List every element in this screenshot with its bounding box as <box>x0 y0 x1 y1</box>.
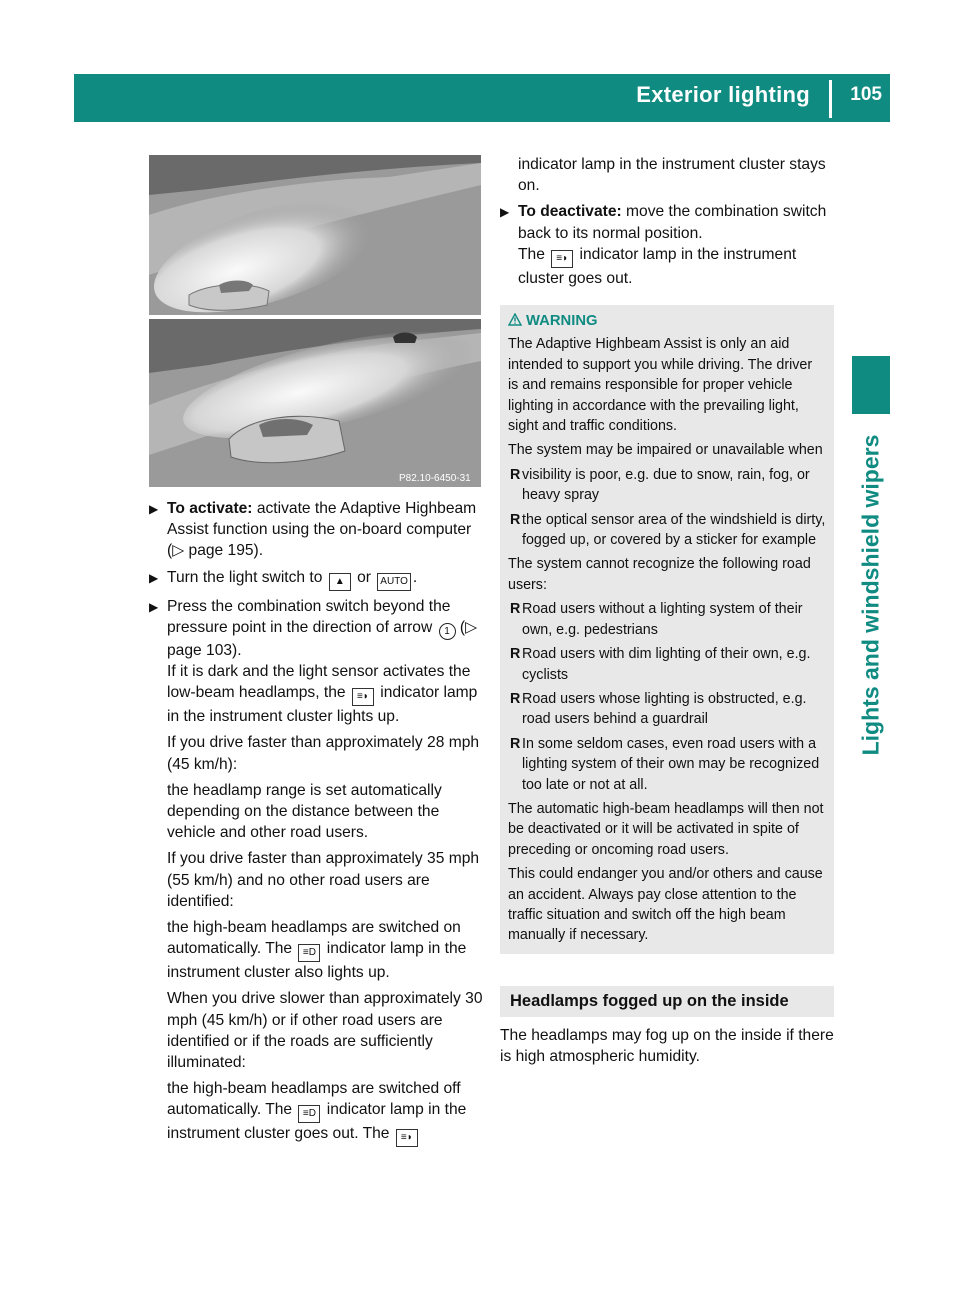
list-item: R the optical sensor area of the windshield is dirty, fogged up, or covered by a sticker for example <box>510 511 826 549</box>
step-arrow-icon: ▶ <box>149 502 159 516</box>
step-arrow-icon: ▶ <box>500 205 510 220</box>
side-tab-label: Lights and windshield wipers <box>857 434 884 756</box>
adaptive-highbeam-indicator-icon: ≡◗ <box>551 250 573 268</box>
list-item: R In some seldom cases, even road users with a lighting system of their own may be recognized too late or not at all. <box>510 735 820 793</box>
illustration-code: P82.10-6450-31 <box>399 473 471 484</box>
low-beam-switch-icon: ▲ <box>329 573 351 591</box>
para-range: the headlamp range is set automatically depending on the distance between the vehicle and other road users. <box>167 781 442 842</box>
warning-triangle-icon <box>508 313 522 326</box>
section-heading: Headlamps fogged up on the inside <box>500 986 834 1017</box>
para-highbeam-on: the high-beam headlamps are switched on automatically. The ≡D indicator lamp in the instrument cluster also lights up. <box>167 919 467 982</box>
section-text: The headlamps may fog up on the inside if there is high atmospheric humidity. <box>500 1027 834 1066</box>
warning-p1: The Adaptive Highbeam Assist is only an aid intended to support you while driving. The driver is and remains responsible for proper vehicle lighting in accordance with the prevailing light, sight and traffic conditions. <box>508 336 813 435</box>
step-activate: ▶ To activate: activate the Adaptive Highbeam Assist function using the on-board computer (▷ page 195). <box>149 500 477 560</box>
warning-title: WARNING <box>508 311 826 331</box>
side-tab-marker <box>852 356 890 414</box>
adaptive-highbeam-indicator-icon: ≡◗ <box>352 688 374 706</box>
para-30mph: When you drive slower than approximately 30 mph (45 km/h) or if other road users are identified or if the roads are sufficiently illuminated: <box>167 990 483 1072</box>
high-beam-indicator-icon: ≡D <box>298 1105 320 1123</box>
step-combination-switch: ▶ Press the combination switch beyond the pressure point in the direction of arrow 1 (▷ page 103). If it is dark and the light sensor activates the low-beam headlamps, the ≡◗ indicator lamp in the instrument cluster lights up. <box>149 597 478 726</box>
warning-p3: The system cannot recognize the following road users: <box>508 556 811 593</box>
header-divider <box>829 80 832 118</box>
step-light-switch: ▶ Turn the light switch to ▲ or AUTO . <box>149 567 483 591</box>
header-bar <box>74 74 890 122</box>
left-column <box>149 498 483 1152</box>
list-item: R visibility is poor, e.g. due to snow, rain, fog, or heavy spray <box>510 466 810 504</box>
headlamp-illustration <box>149 155 481 487</box>
list-item: R Road users with dim lighting of their own, e.g. cyclists <box>510 646 811 683</box>
chapter-title: Exterior lighting <box>636 82 810 107</box>
list-item: R Road users whose lighting is obstructed, e.g. road users behind a guardrail <box>510 690 807 728</box>
list-item: R Road users without a lighting system of their own, e.g. pedestrians <box>510 601 803 638</box>
step-arrow-icon: ▶ <box>149 570 159 585</box>
warning-p2: The system may be impaired or unavailable when <box>508 442 823 459</box>
step-arrow-icon: ▶ <box>149 599 159 614</box>
para-stays-on: indicator lamp in the instrument cluster stays on. <box>518 156 826 195</box>
arrow-callout-1: 1 <box>439 623 456 640</box>
para-28mph: If you drive faster than approximately 28 mph (45 km/h): <box>167 734 480 773</box>
para-35mph: If you drive faster than approximately 35 mph (55 km/h) and no other road users are identified: <box>167 850 480 910</box>
adaptive-highbeam-indicator-icon: ≡◗ <box>396 1129 418 1147</box>
right-column <box>500 154 834 1067</box>
warning-p4: The automatic high-beam headlamps will then not be deactivated or it will be activated in spite of preceding or oncoming road users. <box>508 800 824 858</box>
page-number: 105 <box>850 84 882 105</box>
warning-box <box>500 305 834 954</box>
warning-p5: This could endanger you and/or others and cause an accident. Always pay close attention to the traffic situation and switch off the high beam manually if necessary. <box>508 866 823 944</box>
high-beam-indicator-icon: ≡D <box>298 944 320 962</box>
step-deactivate: ▶ To deactivate: move the combination switch back to its normal position. The ≡◗ indicator lamp in the instrument cluster goes out. <box>500 203 827 287</box>
para-highbeam-off: the high-beam headlamps are switched off automatically. The ≡D indicator lamp in the instrument cluster goes out. The ≡◗ <box>167 1078 483 1147</box>
auto-switch-icon: AUTO <box>377 573 411 591</box>
